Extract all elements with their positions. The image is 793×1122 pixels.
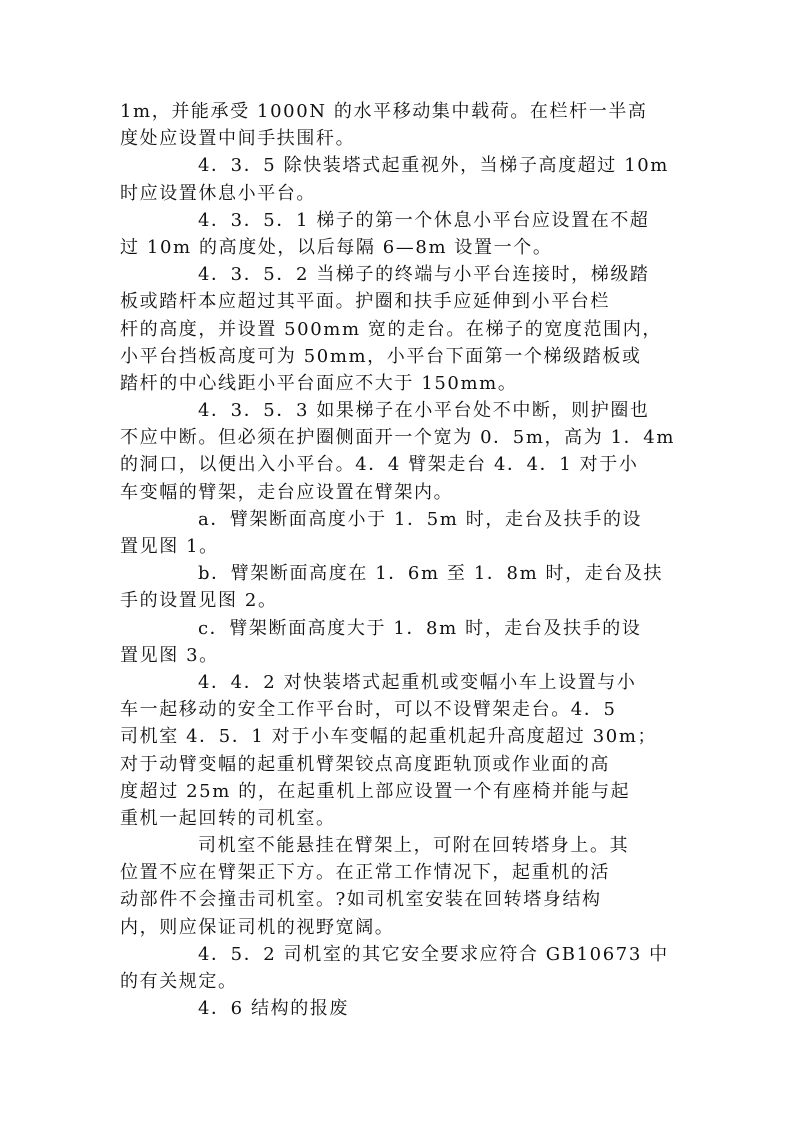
section-heading-4-3-5-2: 4．3．5．2 当梯子的终端与小平台连接时，梯级踏 bbox=[198, 264, 650, 286]
section-heading-4-3-5-1: 4．3．5．1 梯子的第一个休息小平台应设置在不超 bbox=[198, 209, 650, 231]
text-line: 1m，并能承受 1000N 的水平移动集中载荷。在栏杆一半高 bbox=[120, 101, 648, 122]
text-line: 度处应设置中间手扶围秆。 bbox=[120, 128, 356, 150]
text-line: 杆的高度，并设置 500mm 宽的走台。在梯子的宽度范围内， bbox=[120, 318, 662, 340]
document-page bbox=[120, 98, 675, 1022]
text-line: 的洞口，以便出入小平台。4．4 臂架走台 4．4．1 对于小 bbox=[120, 454, 639, 476]
text-line: 重机一起回转的司机室。 bbox=[120, 807, 336, 829]
text-line: 位置不应在臂架正下方。在正常工作情况下，起重机的活 bbox=[120, 862, 610, 884]
list-item-c: c．臂架断面高度大于 1．8m 时，走台及扶手的设 bbox=[198, 617, 642, 639]
text-line: 的有关规定。 bbox=[120, 971, 238, 992]
section-heading-4-3-5: 4．3．5 除快装塔式起重视外，当梯子高度超过 10m bbox=[198, 155, 669, 177]
text-line: 板或踏杆本应超过其平面。护圈和扶手应延伸到小平台栏 bbox=[120, 291, 610, 313]
text-line: 内，则应保证司机的视野宽阔。 bbox=[120, 916, 395, 938]
list-item-b: b．臂架断面高度在 1．6m 至 1．8m 时，走台及扶 bbox=[198, 563, 664, 585]
section-heading-4-6: 4．6 结构的报废 bbox=[198, 998, 350, 1020]
text-line: 置见图 3。 bbox=[120, 644, 219, 666]
text-line: 车一起移动的安全工作平台时，可以不设臂架走台。4．5 bbox=[120, 699, 617, 721]
text-line: 司机室 4．5．1 对于小车变幅的起重机起升高度超过 30m； bbox=[120, 726, 658, 748]
paragraph-start: 司机室不能悬挂在臂架上，可附在回转塔身上。其 bbox=[198, 835, 630, 857]
text-line: 置见图 1。 bbox=[120, 536, 219, 557]
text-line: 手的设置见图 2。 bbox=[120, 590, 278, 612]
text-line: 动部件不会撞击司机室。?如司机室安装在回转塔身结构 bbox=[120, 889, 602, 911]
section-heading-4-4-2: 4．4．2 对快装塔式起重机或变幅小车上设置与小 bbox=[198, 671, 637, 693]
section-heading-4-5-2: 4．5．2 司机室的其它安全要求应符合 GB10673 中 bbox=[198, 943, 669, 965]
text-line: 对于动臂变幅的起重机臂架铰点高度距轨顶或作业面的高 bbox=[120, 753, 610, 775]
text-line: 过 10m 的高度处，以后每隔 6—8m 设置一个。 bbox=[120, 236, 553, 258]
text-line: 度超过 25m 的，在起重机上部应设置一个有座椅并能与起 bbox=[120, 780, 631, 802]
text-line: 踏杆的中心线距小平台面应不大于 150mm。 bbox=[120, 372, 518, 394]
list-item-a: a．臂架断面高度小于 1．5m 时，走台及扶手的设 bbox=[198, 508, 643, 530]
section-heading-4-3-5-3: 4．3．5．3 如果梯子在小平台处不中断，则护圈也 bbox=[198, 400, 650, 422]
text-line: 时应设置休息小平台。 bbox=[120, 182, 316, 204]
text-line: 小平台挡板高度可为 50mm，小平台下面第一个梯级踏板或 bbox=[120, 345, 642, 367]
text-line: 不应中断。但必须在护圈侧面开一个宽为 0．5m，高为 1．4m bbox=[120, 427, 675, 449]
text-line: 车变幅的臂架，走台应设置在臂架内。 bbox=[120, 481, 454, 503]
